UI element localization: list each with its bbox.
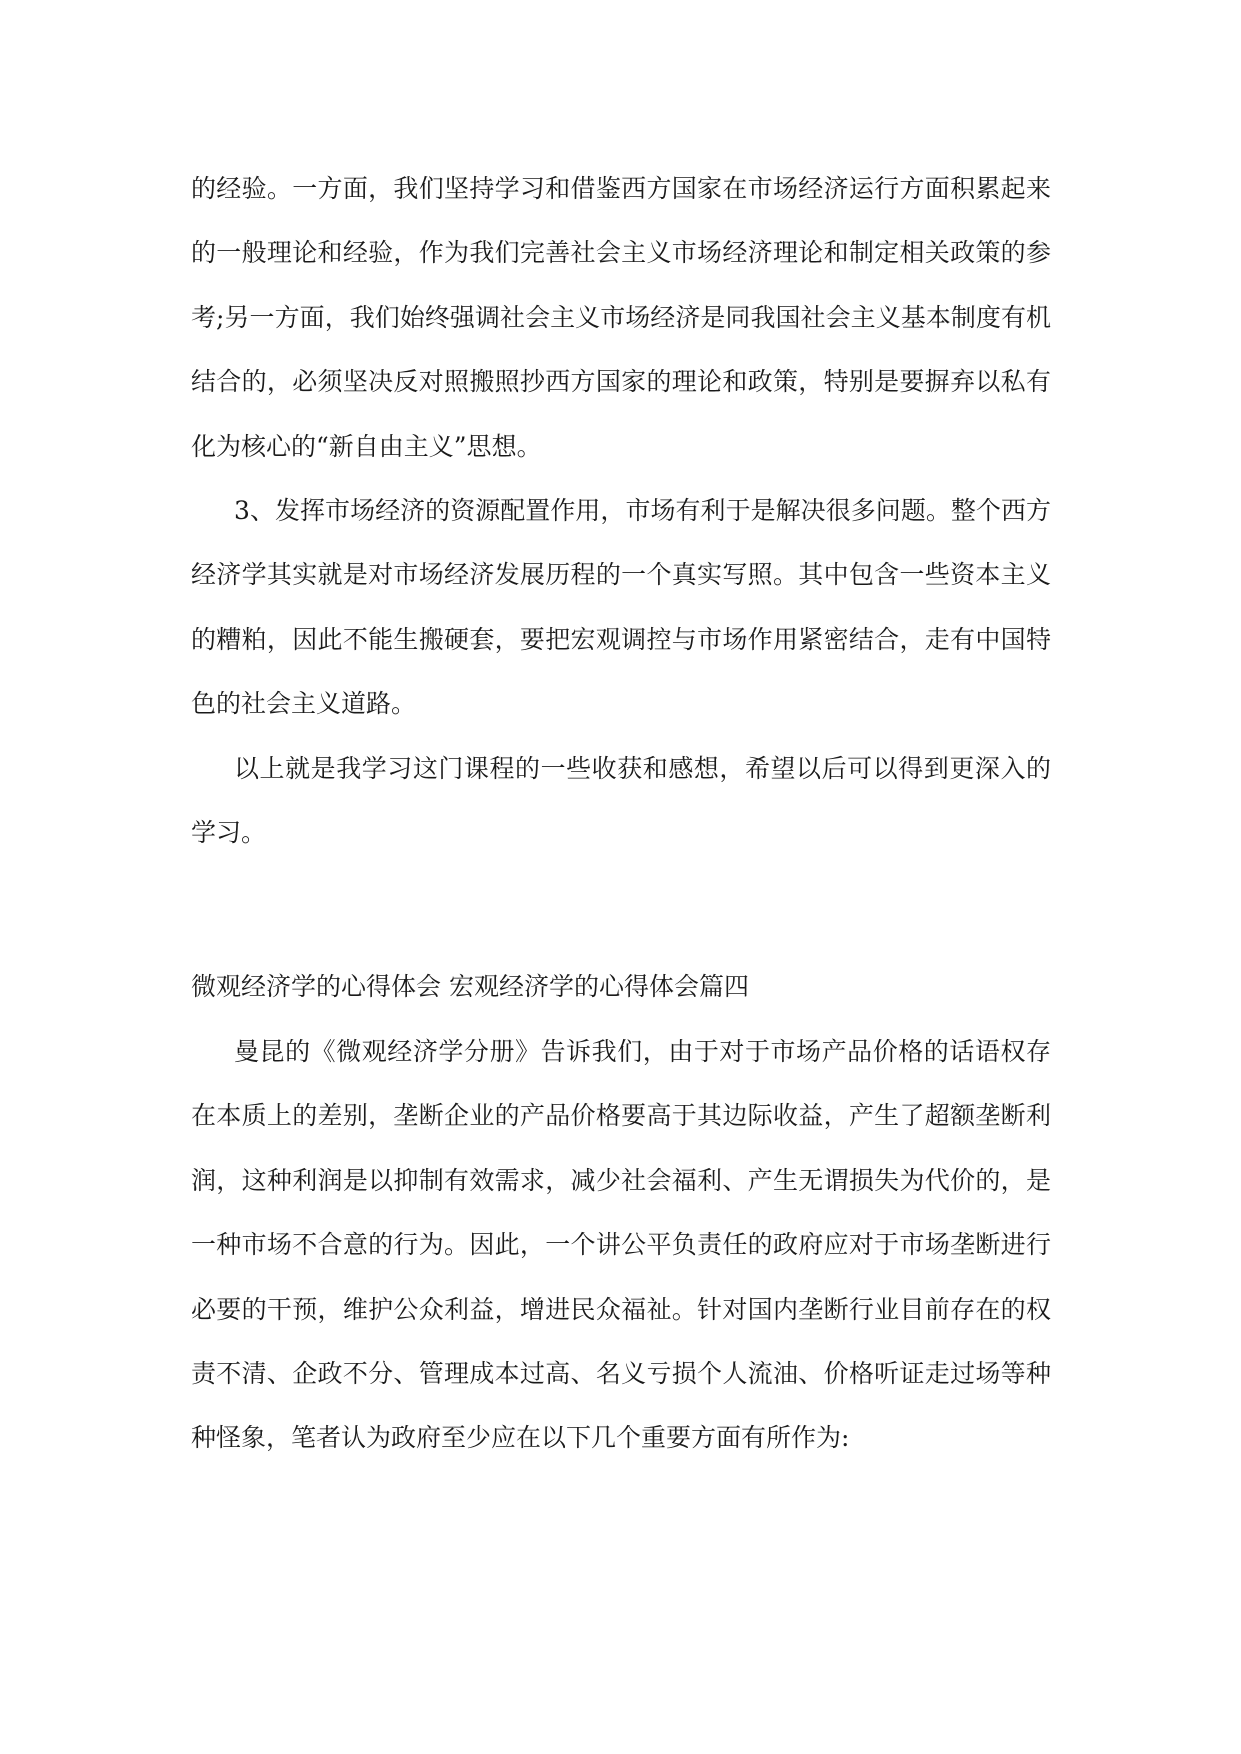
paragraph-monopoly: 曼昆的《微观经济学分册》告诉我们，由于对于市场产品价格的话语权存在本质上的差别，垄断企业的产品价格要高于其边际收益，产生了超额垄断利润，这种利润是以抑制有效需求，减少社会福利、产生无谓损失为代价的，是一种市场不合意的行为。因此，一个讲公平负责任的政府应对于市场垄断进行必要的干预，维护公众利益，增进民众福祉。针对国内垄断行业目前存在的权责不清、企政不分、管理成本过高、名义亏损个人流油、价格听证走过场等种种怪象，笔者认为政府至少应在以下几个重要方面有所作为:	[191, 1036, 1051, 1453]
document-body	[191, 157, 1051, 1471]
section-heading: 微观经济学的心得体会 宏观经济学的心得体会篇四	[191, 972, 749, 1002]
paragraph-point-3: 3、发挥市场经济的资源配置作用，市场有利于是解决很多问题。整个西方经济学其实就是对市场经济发展历程的一个真实写照。其中包含一些资本主义的糟粕，因此不能生搬硬套，要把宏观调控与市场作用紧密结合，走有中国特色的社会主义道路。	[191, 496, 1051, 719]
paragraph-conclusion: 以上就是我学习这门课程的一些收获和感想，希望以后可以得到更深入的学习。	[191, 753, 1051, 848]
paragraph-experience: 的经验。一方面，我们坚持学习和借鉴西方国家在市场经济运行方面积累起来的一般理论和经验，作为我们完善社会主义市场经济理论和制定相关政策的参考;另一方面，我们始终强调社会主义市场经济是同我国社会主义基本制度有机结合的，必须坚决反对照搬照抄西方国家的理论和政策，特别是要摒弃以私有化为核心的“新自由主义”思想。	[191, 174, 1051, 461]
section-spacer	[191, 865, 1051, 955]
